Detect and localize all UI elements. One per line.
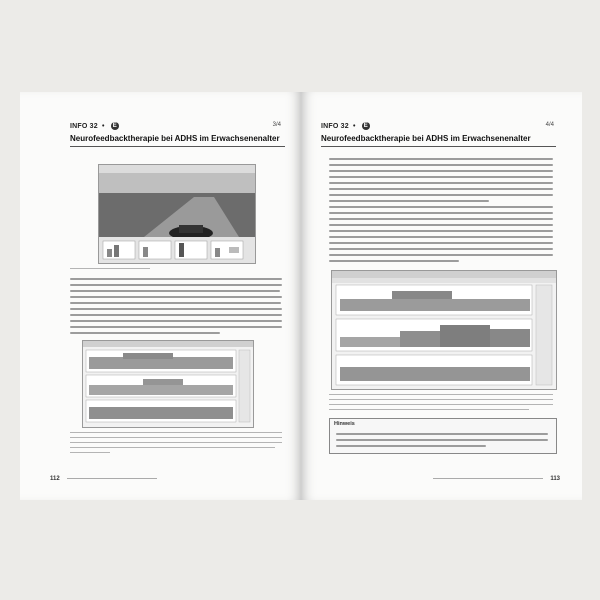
left-figure-caption-1 [70,268,150,269]
eeg-screenshot-right [331,270,557,390]
left-text-line [70,332,220,334]
open-book [20,92,582,500]
hint-text-line [336,433,548,435]
racing-game-screenshot [98,164,256,264]
right-page [301,92,582,500]
left-badge-icon: E [112,123,117,129]
right-text-line [329,224,553,226]
right-page-fraction: 4/4 [545,122,554,128]
right-text-line [329,254,553,256]
right-header-rule [321,146,556,147]
right-page-footer [433,476,560,482]
left-text-line [70,278,282,280]
left-footer-text [67,478,157,479]
right-text-line [329,182,553,184]
right-figure-caption [329,399,553,400]
right-text-line [329,164,553,166]
right-figure-caption [329,404,553,405]
left-figure-caption-2 [70,447,275,448]
right-text-line [329,170,553,172]
right-text-line [329,260,459,262]
right-footer-text [433,478,543,479]
left-page [20,92,301,500]
right-text-line [329,242,553,244]
right-page-title: Neurofeedbacktherapie bei ADHS im Erwachsenenalter [321,134,531,143]
right-text-line [329,248,553,250]
left-page-number: 112 [50,476,60,482]
right-text-line [329,218,553,220]
hint-box [329,418,557,454]
left-figure-caption-2 [70,432,282,433]
left-text-line [70,320,282,322]
right-text-line [329,230,553,232]
right-text-line [329,236,553,238]
left-section-header: INFO 32 • E [70,122,117,130]
right-section-header: INFO 32 • E [321,122,368,130]
left-text-line [70,302,281,304]
left-section-label: INFO 32 [70,122,98,130]
right-text-line [329,206,553,208]
left-text-line [70,284,282,286]
left-figure-caption-2 [70,452,110,453]
left-text-line [70,308,282,310]
hint-label: Hinweis [334,421,355,427]
left-text-line [70,326,282,328]
right-text-line [329,176,553,178]
left-figure-caption-2 [70,442,282,443]
right-badge-icon: E [363,123,368,129]
right-text-line [329,200,489,202]
hint-text-line [336,445,486,447]
left-text-line [70,314,282,316]
right-page-number: 113 [550,476,560,482]
right-figure-caption [329,394,553,395]
right-figure-caption [329,409,529,410]
left-figure-caption-2 [70,437,282,438]
left-page-title: Neurofeedbacktherapie bei ADHS im Erwachsenenalter [70,134,280,143]
left-page-footer [50,476,157,482]
right-text-line [329,188,553,190]
right-text-line [329,194,553,196]
left-text-line [70,296,282,298]
left-page-fraction: 3/4 [272,122,281,128]
hint-text-line [336,439,548,441]
right-section-label: INFO 32 [321,122,349,130]
right-text-line [329,158,553,160]
right-text-line [329,212,553,214]
left-text-line [70,290,280,292]
left-header-rule [70,146,285,147]
eeg-screenshot-left [82,340,254,428]
